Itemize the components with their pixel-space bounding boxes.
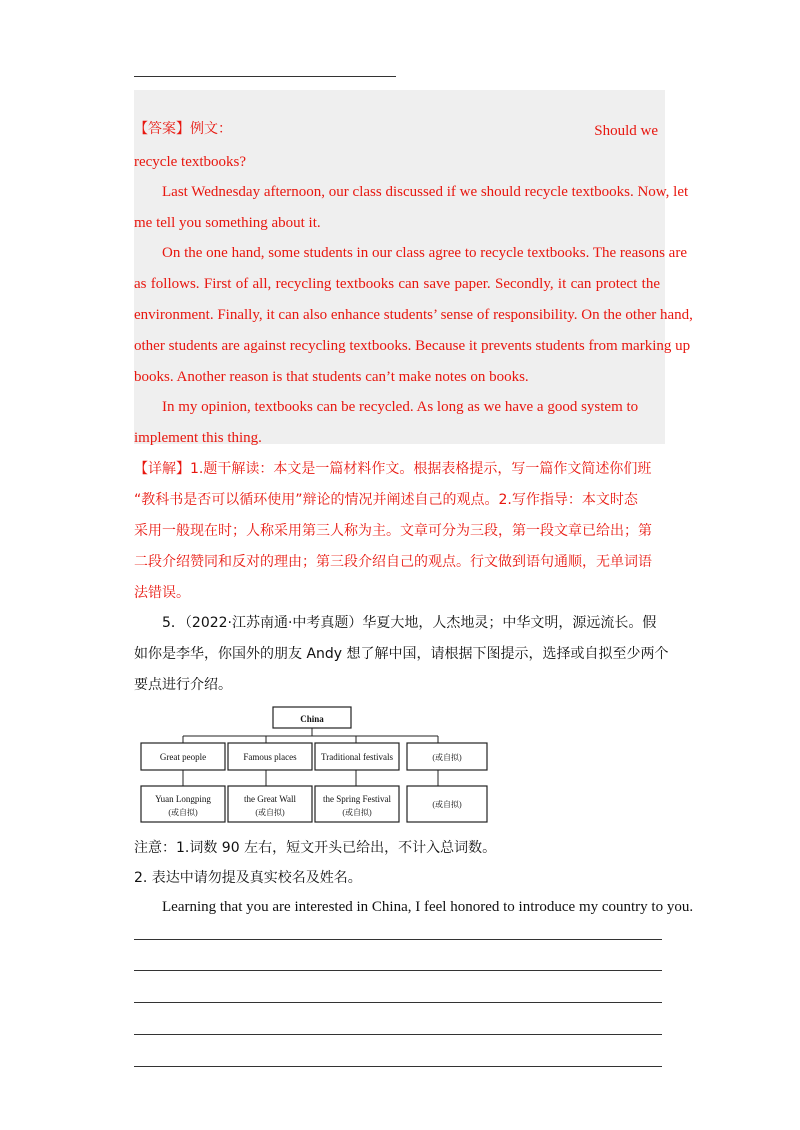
category-label: Famous places (243, 752, 297, 762)
essay-line (134, 337, 691, 355)
top-rule (134, 76, 396, 77)
category-label: (或自拟) (432, 753, 462, 762)
detail-line: 采用一般现在时；人称采用第三人称为主。文章可分为三段，第一段文章已给出；第 (134, 523, 652, 539)
essay-line: me tell you something about it. (134, 215, 321, 231)
essay-line: books. Another reason is that students can’t make notes on books. (134, 369, 529, 385)
question-line: 5．（2022·江苏南通·中考真题）华夏大地，人杰地灵；中华文明，源远流长。假 (162, 615, 657, 631)
category-label: Great people (159, 752, 207, 762)
question-line: 如你是李华，你国外的朋友 Andy 想了解中国，请根据下图提示，选择或自拟至少两个 (134, 646, 669, 662)
essay-line (134, 306, 693, 324)
essay-line-text: environment. Finally, it can also enhance students’ sense of responsibility. On the other hand, (134, 307, 693, 323)
essay-line: On the one hand, some students in our class agree to recycle textbooks. The reasons are (162, 245, 687, 261)
writing-line[interactable] (134, 1066, 662, 1067)
detail-line: “教科书是否可以循环使用”辩论的情况并阐述自己的观点。2.写作指导：本文时态 (134, 492, 638, 508)
writing-line[interactable] (134, 939, 662, 940)
note-line: 2. 表达中请勿提及真实校名及姓名。 (134, 870, 362, 886)
example-label: the Great Wall (243, 794, 297, 804)
example-label: Yuan Longping (155, 794, 211, 804)
essay-line: Last Wednesday afternoon, our class discussed if we should recycle textbooks. Now, let (162, 184, 689, 200)
essay-title-part1: Should we (594, 123, 658, 139)
writing-line[interactable] (134, 1034, 662, 1035)
example-label: (或自拟) (432, 800, 462, 809)
answer-background (134, 90, 693, 444)
essay-para3: In my opinion, textbooks can be recycled. As long as we have a good system to (162, 399, 639, 415)
example-label: (或自拟) (255, 808, 285, 817)
example-label: (或自拟) (168, 808, 198, 817)
detail-line: 法错误。 (134, 585, 190, 601)
essay-opening: Learning that you are interested in China, I feel honored to introduce my country to you. (162, 899, 694, 915)
example-label: the Spring Festival (323, 794, 391, 804)
answer-heading: 【答案】例文： (134, 121, 232, 137)
root-label: China (300, 714, 324, 724)
essay-line-text: as follows. First of all, recycling textbooks can save paper. Secondly, it can protect the (134, 276, 660, 292)
example-label: (或自拟) (342, 808, 372, 817)
writing-line[interactable] (134, 1002, 662, 1003)
essay-line: implement this thing. (134, 430, 262, 446)
essay-line (134, 275, 660, 293)
detail-line: 【详解】1.题干解读：本文是一篇材料作文。根据表格提示，写一篇作文简述你们班 (134, 461, 652, 477)
note-line: 注意：1.词数 90 左右，短文开头已给出，不计入总词数。 (134, 840, 497, 856)
essay-para2 (134, 244, 687, 262)
essay-para1 (134, 183, 689, 201)
essay-line-text: other students are against recycling textbooks. Because it prevents students from marking up (134, 338, 691, 354)
writing-line[interactable] (134, 970, 662, 971)
detail-line: 二段介绍赞同和反对的理由；第三段介绍自己的观点。行文做到语句通顺，无单词语 (134, 554, 652, 570)
question-line: 要点进行介绍。 (134, 677, 232, 693)
china-diagram (136, 700, 496, 830)
essay-title-part2: recycle textbooks? (134, 154, 247, 170)
category-label: Traditional festivals (321, 752, 393, 762)
